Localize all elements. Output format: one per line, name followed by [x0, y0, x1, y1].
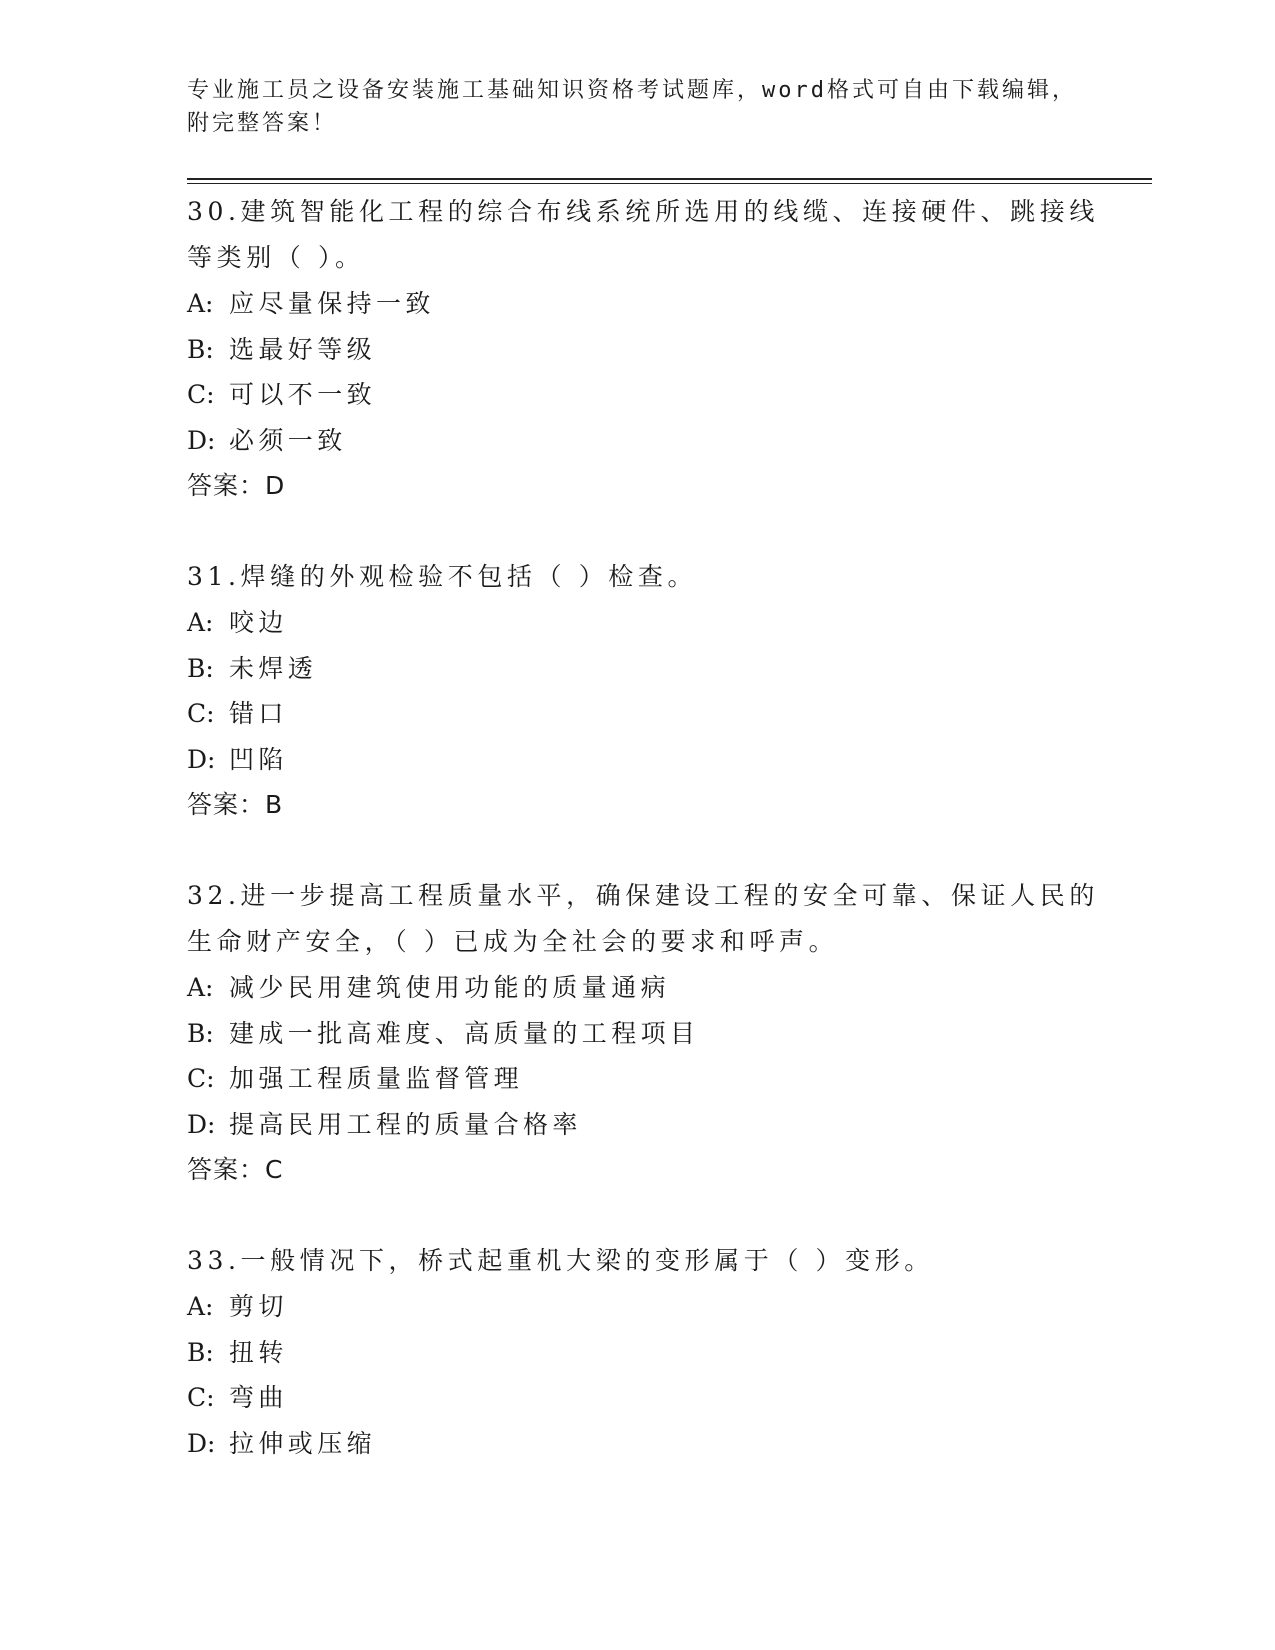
option-letter: C:: [187, 380, 215, 409]
question-31: [187, 554, 1152, 828]
option-letter: D:: [187, 1428, 216, 1458]
option-text: 提高民用工程的质量合格率: [229, 1109, 582, 1139]
question-33: [187, 1238, 1152, 1466]
question-stem: [187, 189, 1152, 281]
option-c: [187, 372, 1152, 418]
option-a: [187, 281, 1152, 327]
question-stem-line-1: 32.进一步提高工程质量水平，确保建设工程的安全可靠、保证人民的: [187, 881, 1099, 910]
option-c: [187, 1375, 1152, 1421]
option-text: 未焊透: [229, 653, 318, 683]
option-letter: C:: [187, 699, 215, 728]
header-divider-thin: [187, 183, 1152, 184]
option-text: 弯曲: [229, 1383, 288, 1412]
option-b: [187, 646, 1152, 692]
option-d: [187, 1102, 1152, 1148]
question-stem: [187, 873, 1152, 965]
option-b: [187, 327, 1152, 373]
option-text: 咬边: [229, 608, 288, 637]
option-letter: A:: [187, 1292, 214, 1321]
header-title-line-1: 专业施工员之设备安装施工基础知识资格考试题库，word格式可自由下载编辑，: [187, 78, 1077, 103]
option-text: 选最好等级: [229, 334, 377, 364]
question-stem-line-2: 生命财产安全，（ ）已成为全社会的要求和呼声。: [187, 927, 839, 956]
option-text: 建成一批高难度、高质量的工程项目: [229, 1018, 700, 1048]
question-stem: [187, 554, 1152, 600]
header-title-line-2: 附完整答案！: [187, 111, 338, 136]
question-32: [187, 873, 1152, 1193]
option-a: [187, 600, 1152, 646]
option-letter: B:: [187, 1018, 214, 1048]
answer-label: 答案：D: [187, 471, 286, 500]
question-list: [187, 189, 1152, 1466]
option-text: 可以不一致: [229, 380, 377, 409]
option-letter: A:: [187, 289, 214, 318]
option-letter: B:: [187, 334, 214, 364]
option-letter: D:: [187, 744, 216, 774]
option-text: 加强工程质量监督管理: [229, 1064, 524, 1093]
option-b: [187, 1330, 1152, 1376]
option-text: 错口: [229, 699, 288, 728]
question-stem-line-2: 等类别（ ）。: [187, 243, 365, 272]
option-text: 应尽量保持一致: [229, 289, 435, 318]
question-spacer: [187, 509, 1152, 554]
option-letter: C:: [187, 1064, 215, 1093]
option-letter: A:: [187, 973, 214, 1002]
option-letter: B:: [187, 653, 214, 683]
option-d: [187, 418, 1152, 464]
answer-label: 答案：C: [187, 1155, 284, 1184]
header-divider-thick: [187, 178, 1152, 180]
question-30: [187, 189, 1152, 509]
option-text: 减少民用建筑使用功能的质量通病: [229, 973, 671, 1002]
option-d: [187, 1421, 1152, 1467]
question-stem-line-1: 33.一般情况下，桥式起重机大梁的变形属于（ ）变形。: [187, 1246, 934, 1275]
option-letter: C:: [187, 1383, 215, 1412]
question-stem-line-1: 31.焊缝的外观检验不包括（ ）检查。: [187, 562, 698, 591]
option-letter: D:: [187, 1109, 216, 1139]
option-letter: B:: [187, 1337, 214, 1367]
option-text: 拉伸或压缩: [229, 1428, 377, 1458]
option-text: 必须一致: [229, 425, 347, 455]
option-c: [187, 1056, 1152, 1102]
option-d: [187, 737, 1152, 783]
option-letter: A:: [187, 608, 214, 637]
option-a: [187, 1284, 1152, 1330]
question-spacer: [187, 828, 1152, 873]
question-stem-line-1: 30.建筑智能化工程的综合布线系统所选用的线缆、连接硬件、跳接线: [187, 197, 1099, 226]
option-b: [187, 1011, 1152, 1057]
option-text: 凹陷: [229, 744, 288, 774]
document-header: [187, 74, 1087, 140]
option-a: [187, 965, 1152, 1011]
option-letter: D:: [187, 425, 216, 455]
option-text: 扭转: [229, 1337, 288, 1367]
question-spacer: [187, 1193, 1152, 1238]
option-c: [187, 691, 1152, 737]
question-stem: [187, 1238, 1152, 1284]
answer-label: 答案：B: [187, 790, 284, 819]
option-text: 剪切: [229, 1292, 288, 1321]
